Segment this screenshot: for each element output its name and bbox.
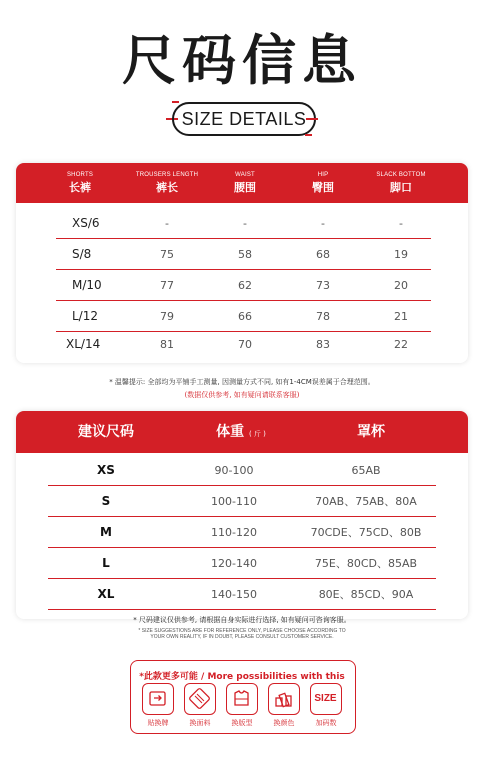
page-title: 尺码信息 (122, 29, 362, 92)
hip-cell: 83 (316, 338, 330, 351)
weight-cell: 110-120 (211, 526, 257, 539)
length-cell: 79 (160, 310, 174, 323)
size-cell: XS (97, 463, 115, 477)
option-label: 加码数 (315, 719, 337, 727)
top-icon (226, 683, 258, 715)
measurement-table (16, 163, 468, 363)
column-zh-label: 脚口 (390, 181, 412, 194)
option-label: 换面料 (189, 719, 211, 727)
column-header-bottom (358, 170, 444, 196)
bottom-cell: - (399, 217, 403, 230)
subtitle-corner-mark (305, 134, 312, 136)
reference-note: (数据仅供参考, 如有疑问请联系客服) (184, 391, 300, 399)
waist-cell: 62 (238, 279, 252, 292)
column-en-label: SLACK BOTTOM (376, 172, 426, 178)
bottom-cell: 20 (394, 279, 408, 292)
table-row (16, 517, 468, 548)
column-en-label: TROUSERS LENGTH (135, 172, 199, 178)
size-suggestion-note: * 尺码建议仅供参考, 请根据自身实际进行选择, 如有疑问可咨询客服。 (133, 616, 351, 624)
weight-cell: 120-140 (211, 557, 257, 570)
swap-icon (142, 683, 174, 715)
size-cell: L (102, 556, 110, 570)
column-zh-label: 臀围 (312, 181, 334, 194)
subtitle-line-right (306, 118, 318, 120)
bottom-cell: 19 (394, 248, 408, 261)
column-header-cup: 罩杯 (357, 424, 385, 440)
length-cell: - (165, 217, 169, 230)
size-cell: M (100, 525, 112, 539)
waist-cell: 70 (238, 338, 252, 351)
column-en-label: SHORTS (66, 172, 94, 178)
fabric-icon (184, 683, 216, 715)
recommendation-table-header (16, 411, 468, 453)
more-options-label: *此款更多可能 / More possibilities with this (139, 672, 345, 682)
cup-cell: 70AB、75AB、80A (315, 495, 417, 508)
size-cell: M/10 (72, 278, 102, 292)
hip-cell: 73 (316, 279, 330, 292)
table-row (16, 579, 468, 610)
table-row (16, 486, 468, 517)
palette-icon (268, 683, 300, 715)
measurement-note: * 温馨提示: 全部均为平铺手工测量, 因测量方式不同, 如有1-4CM误差属于合理范围。 (109, 378, 375, 386)
size-cell: XL (97, 587, 115, 601)
option-label: 贴换牌 (147, 719, 169, 727)
bottom-cell: 22 (394, 338, 408, 351)
size-icon (310, 683, 342, 715)
option-label: 换版型 (231, 719, 253, 727)
waist-cell: 66 (238, 310, 252, 323)
size-recommendation-table (16, 411, 468, 619)
row-divider (48, 609, 436, 610)
column-zh-label: 裤长 (156, 181, 178, 194)
table-row (16, 208, 468, 239)
column-zh-label: 长裤 (69, 181, 91, 194)
size-cell: XS/6 (72, 216, 100, 230)
table-row (16, 548, 468, 579)
size-suggestion-note-en (0, 628, 484, 640)
length-cell: 77 (160, 279, 174, 292)
table-row (16, 239, 468, 270)
subtitle-text: SIZE DETAILS (172, 102, 316, 136)
cup-cell: 70CDE、75CD、80B (310, 526, 422, 539)
column-header-weight (186, 411, 296, 453)
waist-cell: 58 (238, 248, 252, 261)
option-label: 换颜色 (273, 719, 295, 727)
subtitle-badge (0, 101, 484, 137)
cup-cell: 65AB (351, 464, 381, 477)
measurement-table-header (16, 163, 468, 203)
size-cell: L/12 (72, 309, 98, 323)
length-cell: 81 (160, 338, 174, 351)
cup-cell: 80E、85CD、90A (318, 588, 414, 601)
subtitle-corner-mark (172, 101, 179, 103)
weight-cell: 140-150 (211, 588, 257, 601)
waist-cell: - (243, 217, 247, 230)
column-header-hip (280, 170, 366, 196)
hip-cell: 78 (316, 310, 330, 323)
note-en-line: YOUR OWN REALITY, IF IN DOUBT, PLEASE CONSULT CUSTOMER SERVICE. (150, 634, 334, 640)
table-row (16, 329, 468, 360)
weight-unit: ( 斤 ) (248, 430, 266, 438)
column-header-length (124, 170, 210, 196)
column-header-waist (202, 170, 288, 196)
column-header-shorts (36, 170, 124, 196)
column-en-label: HIP (317, 172, 329, 178)
table-row (16, 301, 468, 332)
hip-cell: 68 (316, 248, 330, 261)
weight-label: 体重 (216, 424, 245, 440)
size-cell: S/8 (72, 247, 92, 261)
size-icon-text: SIZE (314, 693, 337, 704)
bottom-cell: 21 (394, 310, 408, 323)
column-zh-label: 腰围 (234, 181, 256, 194)
note-en-line: * SIZE SUGGESTIONS ARE FOR REFERENCE ONLY, PLEASE CHOOSE ACCORDING TO (138, 628, 346, 634)
weight-cell: 100-110 (211, 495, 257, 508)
hip-cell: - (321, 217, 325, 230)
table-row (16, 270, 468, 301)
length-cell: 75 (160, 248, 174, 261)
weight-cell: 90-100 (214, 464, 254, 477)
cup-cell: 75E、80CD、85AB (314, 557, 418, 570)
size-cell: XL/14 (66, 337, 101, 351)
table-row (16, 455, 468, 486)
column-header-size: 建议尺码 (78, 424, 134, 440)
size-cell: S (101, 494, 111, 508)
column-en-label: WAIST (235, 172, 255, 178)
